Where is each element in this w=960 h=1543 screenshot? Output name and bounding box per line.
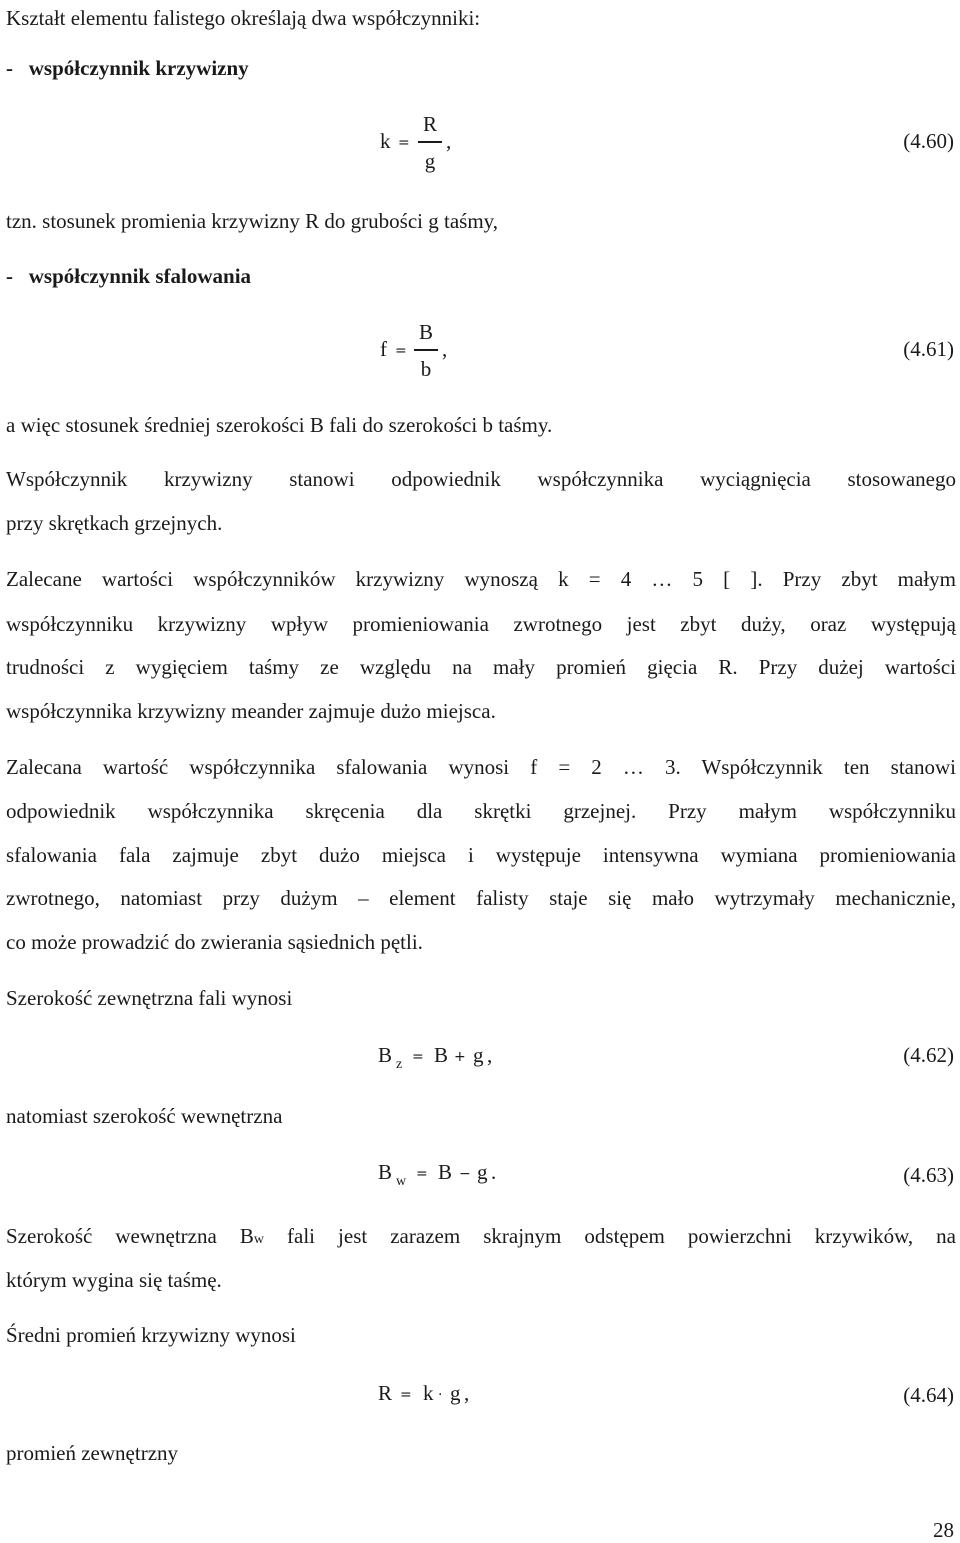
list-dash: - [6, 264, 13, 288]
eq-denominator: g [424, 149, 436, 173]
eq-lhs: f [380, 337, 387, 361]
equation-number: (4.63) [903, 1163, 954, 1187]
eq-subscript: w [396, 1174, 407, 1189]
outer-width-intro: Szerokość zewnętrzna fali wynosi [6, 986, 293, 1010]
eq-g: g [450, 1381, 461, 1405]
eq-comma: , [442, 337, 448, 361]
eq-minus: − [459, 1166, 471, 1182]
eq-rhs-g: g [477, 1160, 488, 1184]
equation-number: (4.64) [903, 1383, 954, 1407]
eq-numerator: R [422, 112, 437, 136]
paragraph-line: Zalecane wartości współczynników krzywizny wynoszą k = 4 … 5 [ ]. Przy zbyt małym [6, 567, 956, 591]
eq-rhs-g: g [473, 1043, 484, 1067]
text-run: Szerokość wewnętrzna B [6, 1224, 254, 1248]
paragraph-line: odpowiednik współczynnika skręcenia dla skrętki grzejnej. Przy małym współczynniku [6, 799, 956, 823]
paragraph-line: sfalowania fala zajmuje zbyt dużo miejsca i występuje intensywna wymiana promieniowania [6, 843, 956, 867]
eq-rhs-B: B [438, 1160, 453, 1184]
list-item-curvature [6, 58, 249, 79]
fraction-bar [418, 141, 442, 143]
eq60-description: tzn. stosunek promienia krzywizny R do grubości g taśmy, [6, 209, 499, 233]
paragraph-line: przy skrętkach grzejnych. [6, 511, 223, 535]
eq61-description: a więc stosunek średniej szerokości B fali do szerokości b taśmy. [6, 413, 553, 437]
page-number: 28 [933, 1518, 954, 1542]
list-dash: - [6, 56, 13, 80]
eq-rhs-B: B [434, 1043, 449, 1067]
eq-equals: = [398, 135, 410, 151]
eq-numerator: B [418, 320, 433, 344]
outer-radius-intro: promień zewnętrzny [6, 1441, 179, 1465]
list-item-waviness [6, 266, 251, 287]
inner-width-intro: natomiast szerokość wewnętrzna [6, 1104, 283, 1128]
eq-equals: = [416, 1166, 428, 1182]
eq-lhs: R [378, 1381, 393, 1405]
subscript-w: w [253, 1232, 264, 1247]
paragraph-line: zwrotnego, natomiast przy dużym – element falisty staje się mało wytrzymały mechanicznie, [6, 886, 956, 910]
paragraph-line: współczynnika krzywizny meander zajmuje dużo miejsca. [6, 699, 496, 723]
eq-denominator: b [420, 357, 432, 381]
paragraph-line: trudności z wygięciem taśmy ze względu na mały promień gięcia R. Przy dużej wartości [6, 655, 956, 679]
eq-comma: , [446, 129, 452, 153]
eq-period: . [491, 1160, 497, 1184]
eq-equals: = [395, 343, 407, 359]
eq-comma: , [487, 1043, 493, 1067]
eq-equals: = [412, 1049, 424, 1065]
equation-number: (4.60) [903, 129, 954, 153]
mean-radius-intro: Średni promień krzywizny wynosi [6, 1323, 296, 1347]
eq-lhs: k [380, 129, 391, 153]
eq-dot: ⋅ [438, 1387, 443, 1403]
eq-lhs-B: B [378, 1160, 393, 1184]
paragraph-line: co może prowadzić do zwierania sąsiednich pętli. [6, 930, 423, 954]
eq-comma: , [464, 1381, 470, 1405]
list-item-label: współczynnik krzywizny [28, 56, 249, 80]
paragraph-line [6, 1226, 956, 1247]
eq-subscript: z [396, 1057, 403, 1072]
equation-number: (4.62) [903, 1043, 954, 1067]
intro-text: Kształt elementu falistego określają dwa współczynniki: [6, 6, 481, 30]
paragraph-line: współczynniku krzywizny wpływ promieniowania zwrotnego jest zbyt duży, oraz występują [6, 612, 956, 636]
eq-k: k [423, 1381, 434, 1405]
text-run: fali jest zarazem skrajnym odstępem powierzchni krzywików, na [263, 1224, 956, 1248]
fraction-bar [414, 349, 438, 351]
equation-number: (4.61) [903, 337, 954, 361]
paragraph-line: którym wygina się taśmę. [6, 1268, 222, 1292]
list-item-label: współczynnik sfalowania [28, 264, 252, 288]
paragraph-line: Zalecana wartość współczynnika sfalowania wynosi f = 2 … 3. Współczynnik ten stanowi [6, 755, 956, 779]
eq-plus: + [454, 1049, 466, 1065]
eq-lhs-B: B [378, 1043, 393, 1067]
paragraph-line: Współczynnik krzywizny stanowi odpowiednik współczynnika wyciągnięcia stosowanego [6, 467, 956, 491]
eq-equals: = [400, 1387, 412, 1403]
